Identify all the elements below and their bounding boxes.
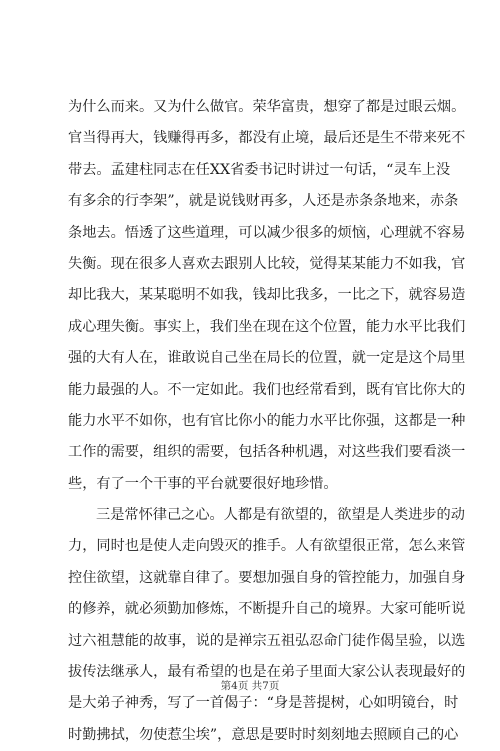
- page-number-footer: 第4页 共7页: [220, 680, 280, 692]
- body-text: [68, 92, 466, 751]
- text-line: 能力最强的人。不一定如此。我们也经常看到，既有官比你大的: [68, 381, 466, 398]
- text-line: 为什么而来。又为什么做官。荣华富贵，想穿了都是过眼云烟。: [68, 99, 466, 115]
- text-line-indented: 三是常怀律己之心。人都是有欲望的，欲望是人类进步的动: [96, 507, 465, 524]
- text-line: 是大弟子神秀，写了一首偈子：“身是菩提树，心如明镜台，时: [68, 695, 459, 712]
- text-line: 条地去。悟透了这些道理，可以减少很多的烦恼，心理就不容易: [68, 224, 466, 241]
- paragraph-1: [68, 92, 466, 500]
- text-line: 工作的需要，组织的需要，包括各种机遇，对这些我们要看淡一: [68, 444, 466, 461]
- text-line: 过六祖慧能的故事，说的是禅宗五祖弘忍命门徒作偈呈验，以选: [68, 632, 466, 649]
- text-line: 的修养，就必须勤加修炼，不断提升自己的境界。大家可能听说: [68, 601, 466, 618]
- text-line: 带去。孟建柱同志在任XX省委书记时讲过一句话，“灵车上没: [68, 161, 451, 178]
- text-line: 成心理失衡。事实上，我们坐在现在这个位置，能力水平比我们: [68, 318, 466, 335]
- text-line: 拔传法继承人，最有希望的也是在弟子里面大家公认表现最好的: [68, 664, 466, 681]
- text-line: 时勤拂拭，勿使惹尘埃”，意思是要时时刻刻地去照顾自己的心: [68, 726, 459, 743]
- text-line: 些，有了一个干事的平台就要很好地珍惜。: [68, 475, 338, 492]
- text-line: 强的大有人在，谁敢说自己坐在局长的位置，就一定是这个局里: [68, 350, 466, 367]
- text-line: 能力水平不如你，也有官比你小的能力水平比你强，这都是一种: [68, 412, 466, 429]
- text-line: 力，同时也是使人走向毁灭的推手。人有欲望很正常，怎么来管: [68, 538, 466, 555]
- text-line: 失衡。现在很多人喜欢去跟别人比较，觉得某某能力不如我，官: [68, 255, 466, 272]
- paragraph-2: [68, 500, 466, 751]
- text-line: 官当得再大，钱赚得再多，都没有止境，最后还是生不带来死不: [68, 130, 466, 147]
- text-line: 却比我大，某某聪明不如我，钱却比我多，一比之下，就容易造: [68, 287, 466, 304]
- text-line: 有多余的行李架”，就是说钱财再多，人还是赤条条地来，赤条: [68, 193, 459, 210]
- text-line: 控住欲望，这就靠自律了。要想加强自身的管控能力，加强自身: [68, 569, 466, 586]
